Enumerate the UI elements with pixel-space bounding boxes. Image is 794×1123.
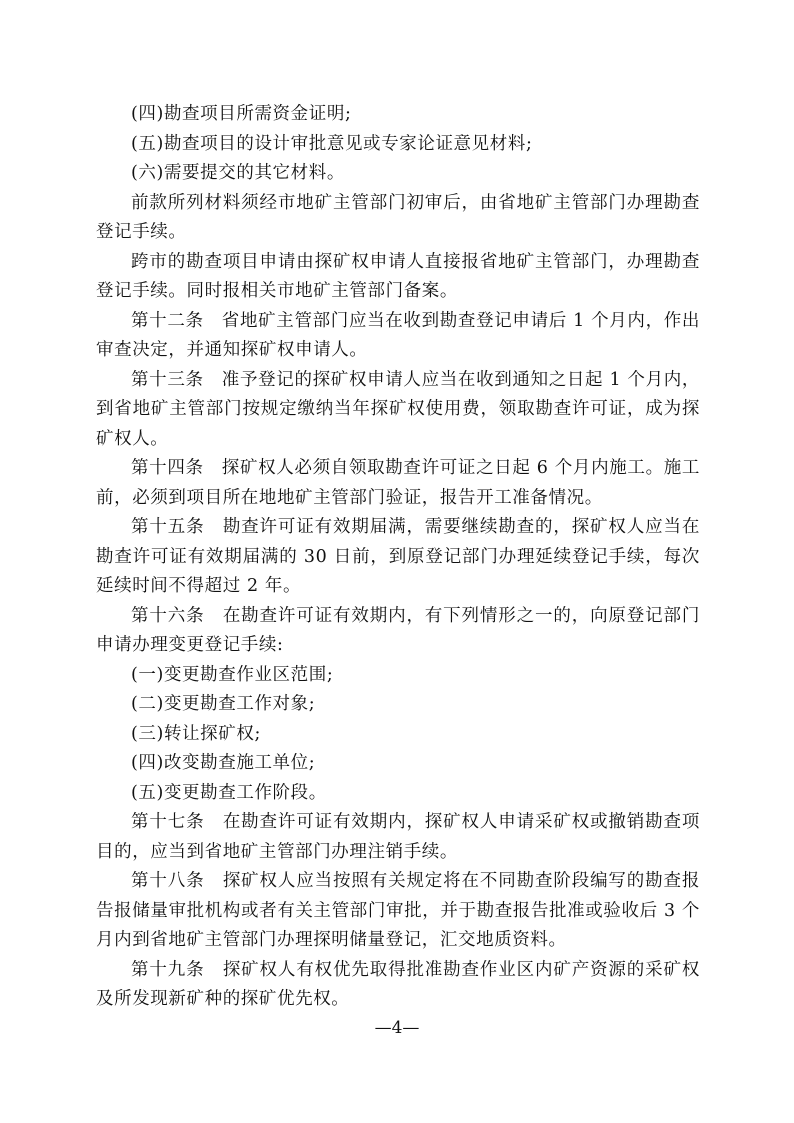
list-item: (三)转让探矿权; [131, 723, 261, 744]
document-body [96, 100, 700, 1015]
paragraph: 前款所列材料须经市地矿主管部门初审后，由省地矿主管部门办理勘查登记手续。 [96, 192, 700, 242]
list-item: (五)勘查项目的设计审批意见或专家论证意见材料; [131, 133, 533, 154]
list-item: (二)变更勘查工作对象; [131, 694, 316, 714]
list-item: (四)勘查项目所需资金证明; [131, 104, 352, 124]
article-14: 第十四条 探矿权人必须自领取勘查许可证之日起 6 个月内施工。施工前，必须到项目所在地地矿主管部门验证，报告开工准备情况。 [96, 458, 700, 508]
page-number: —4— [374, 1018, 420, 1038]
article-16: 第十六条 在勘查许可证有效期内，有下列情形之一的，向原登记部门申请办理变更登记手续: [96, 605, 700, 655]
list-item: (一)变更勘查作业区范围; [131, 664, 334, 685]
article-17: 第十七条 在勘查许可证有效期内，探矿权人申请采矿权或撤销勘查项目的，应当到省地矿主管部门办理注销手续。 [96, 812, 700, 862]
article-13: 第十三条 准予登记的探矿权申请人应当在收到通知之日起 1 个月内，到省地矿主管部门按规定缴纳当年探矿权使用费，领取勘查许可证，成为探矿权人。 [96, 369, 700, 449]
list-item: (六)需要提交的其它材料。 [131, 163, 345, 183]
list-item: (五)变更勘查工作阶段。 [131, 782, 327, 803]
list-item: (四)改变勘查施工单位; [131, 753, 316, 773]
article-15: 第十五条 勘查许可证有效期届满，需要继续勘查的，探矿权人应当在勘查许可证有效期届满的 30 日前，到原登记部门办理延续登记手续，每次延续时间不得超过 2 年。 [96, 517, 700, 596]
article-18: 第十八条 探矿权人应当按照有关规定将在不同勘查阶段编写的勘查报告报储量审批机构或者有关主管部门审批，并于勘查报告批准或验收后 3 个月内到省地矿主管部门办理探明储量登记，汇交地质资料。 [96, 871, 700, 950]
article-12: 第十二条 省地矿主管部门应当在收到勘查登记申请后 1 个月内，作出审查决定，并通知探矿权申请人。 [96, 310, 700, 360]
paragraph: 跨市的勘查项目申请由探矿权申请人直接报省地矿主管部门，办理勘查登记手续。同时报相关市地矿主管部门备案。 [96, 251, 700, 301]
article-19: 第十九条 探矿权人有权优先取得批准勘查作业区内矿产资源的采矿权及所发现新矿种的探矿优先权。 [96, 959, 700, 1009]
